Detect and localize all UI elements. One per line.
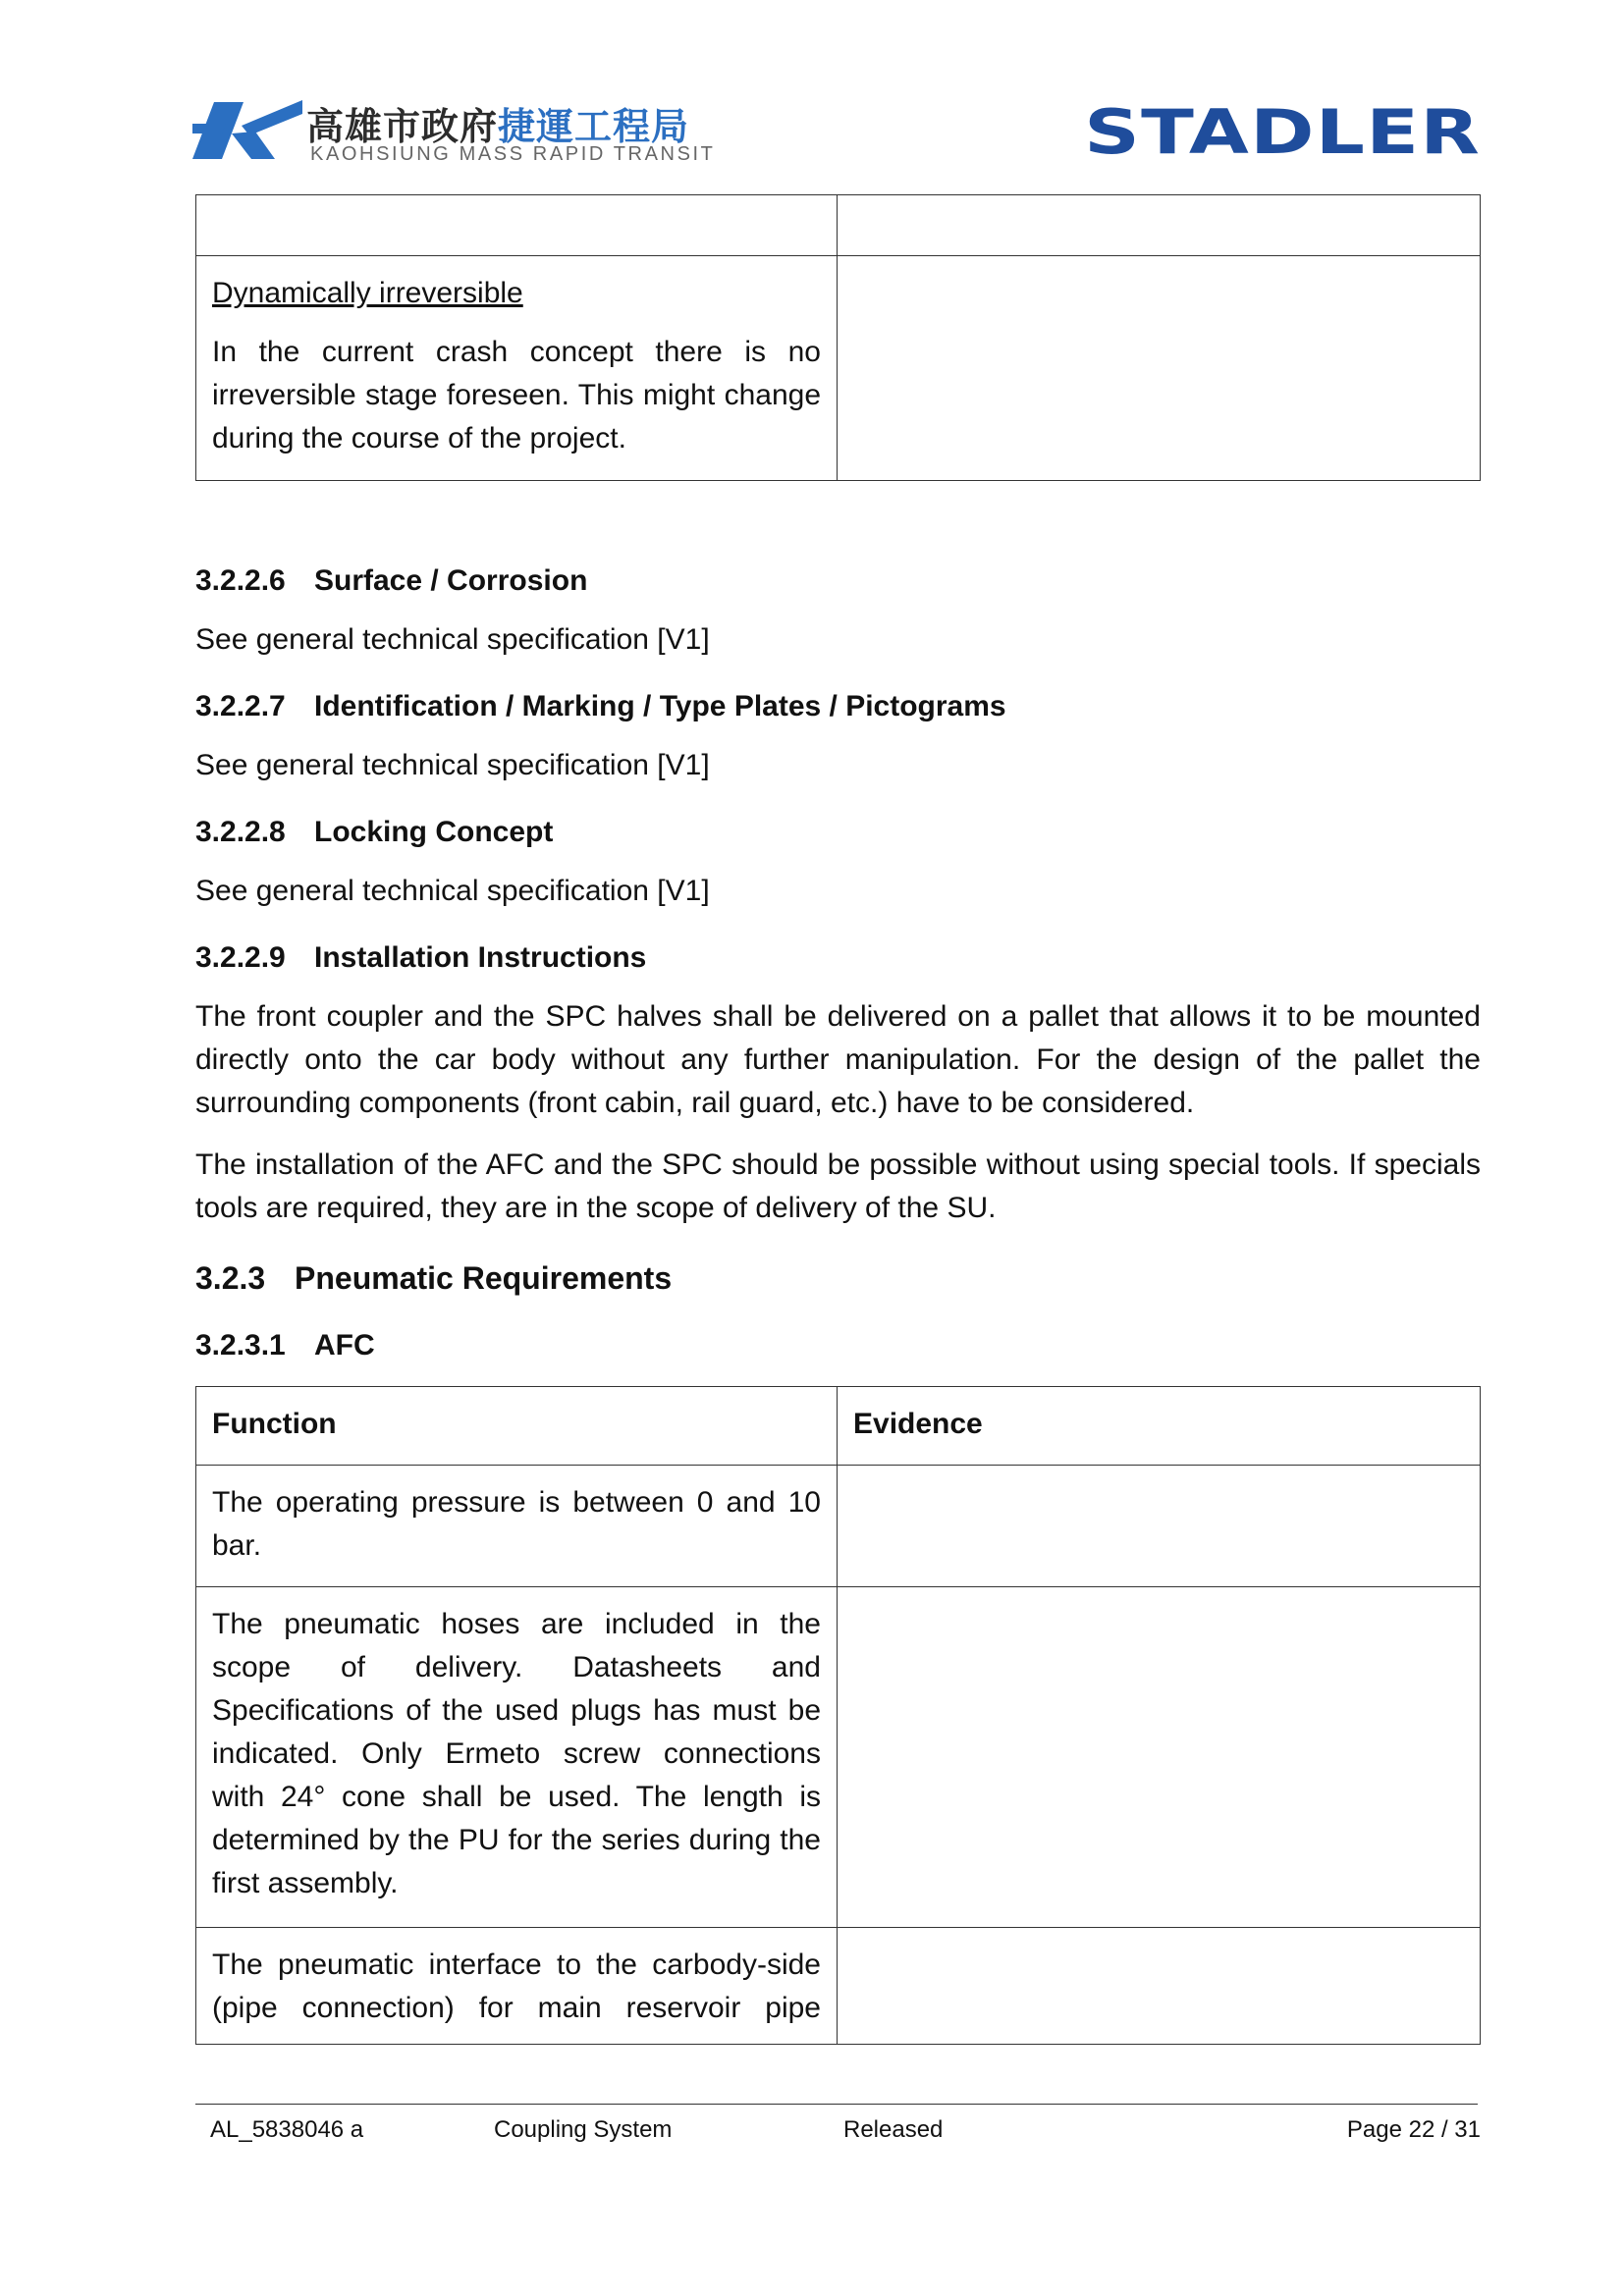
function-cell: The pneumatic interface to the carbody-side (pipe connection) for main reservoir pipe (196, 1928, 838, 2045)
stadler-logo: STADLER (1083, 96, 1481, 168)
footer-doc-id: AL_5838046 a (210, 2116, 364, 2143)
function-cell: The operating pressure is between 0 and 10 bar. (196, 1466, 838, 1587)
heading-title: Pneumatic Requirements (295, 1260, 673, 1296)
heading-3229 (195, 941, 646, 975)
evidence-cell (838, 1928, 1481, 2045)
footer-title: Coupling System (494, 2116, 673, 2143)
table-row (196, 1587, 1481, 1928)
table-cell-empty (196, 195, 838, 256)
heading-title: AFC (314, 1329, 375, 1362)
paragraph: See general technical specification [V1] (195, 875, 710, 907)
cell-text: In the current crash concept there is no irreversible stage foreseen. This might change during the course of the project. (212, 336, 821, 454)
heading-title: Installation Instructions (314, 941, 647, 974)
heading-number: 3.2.3 (195, 1260, 266, 1296)
table-continued (195, 194, 1481, 481)
paragraph: The installation of the AFC and the SPC should be possible without using special tools. If specials tools are required, they are in the scope of delivery of the SU. (195, 1148, 1481, 1224)
paragraph: See general technical specification [V1] (195, 749, 710, 781)
cell-title: Dynamically irreversible (212, 277, 523, 309)
kmrt-logo (192, 94, 723, 171)
table-row (196, 195, 1481, 256)
heading-3228 (195, 816, 553, 849)
kmrt-chinese-blue: 捷運工程局 (498, 105, 690, 148)
heading-3231 (195, 1329, 375, 1362)
heading-number: 3.2.2.6 (195, 564, 286, 597)
table-row (196, 1466, 1481, 1587)
column-header-function: Function (196, 1387, 838, 1466)
function-cell: The pneumatic hoses are included in the scope of delivery. Datasheets and Specifications of the used plugs has must be indicated. Only Ermeto screw connections with 24° cone shall be used. The length is determined by the PU for the series during the first assembly. (196, 1587, 838, 1928)
table-cell (196, 256, 838, 481)
heading-number: 3.2.2.9 (195, 941, 286, 974)
footer-divider (195, 2104, 1478, 2105)
heading-title: Locking Concept (314, 816, 554, 848)
footer-page-number: Page 22 / 31 (1346, 2116, 1481, 2143)
afc-requirements-table (195, 1386, 1481, 2045)
heading-number: 3.2.2.7 (195, 690, 286, 722)
heading-323 (195, 1260, 672, 1297)
evidence-cell (838, 1466, 1481, 1587)
table-cell-empty (838, 195, 1481, 256)
heading-number: 3.2.2.8 (195, 816, 286, 848)
heading-number: 3.2.3.1 (195, 1329, 286, 1362)
table-row (196, 256, 1481, 481)
kmrt-english-name: KAOHSIUNG MASS RAPID TRANSIT (310, 143, 716, 165)
table-cell-empty (838, 256, 1481, 481)
paragraph: See general technical specification [V1] (195, 623, 710, 656)
kmrt-chinese-name (306, 96, 689, 150)
evidence-cell (838, 1587, 1481, 1928)
kmrt-chinese-dark: 高雄市政府 (306, 105, 499, 148)
table-row (196, 1928, 1481, 2045)
footer-status: Released (843, 2116, 944, 2143)
kmrt-logo-icon (192, 96, 302, 165)
heading-3227 (195, 690, 1006, 723)
table-header-row (196, 1387, 1481, 1466)
heading-title: Identification / Marking / Type Plates / Pictograms (314, 690, 1006, 722)
column-header-evidence: Evidence (838, 1387, 1481, 1466)
paragraph: The front coupler and the SPC halves shall be delivered on a pallet that allows it to be mounted directly onto the car body without any further manipulation. For the design of the pallet the surrounding components (front cabin, rail guard, etc.) have to be considered. (195, 1000, 1481, 1119)
heading-title: Surface / Corrosion (314, 564, 588, 597)
heading-3226 (195, 564, 587, 598)
